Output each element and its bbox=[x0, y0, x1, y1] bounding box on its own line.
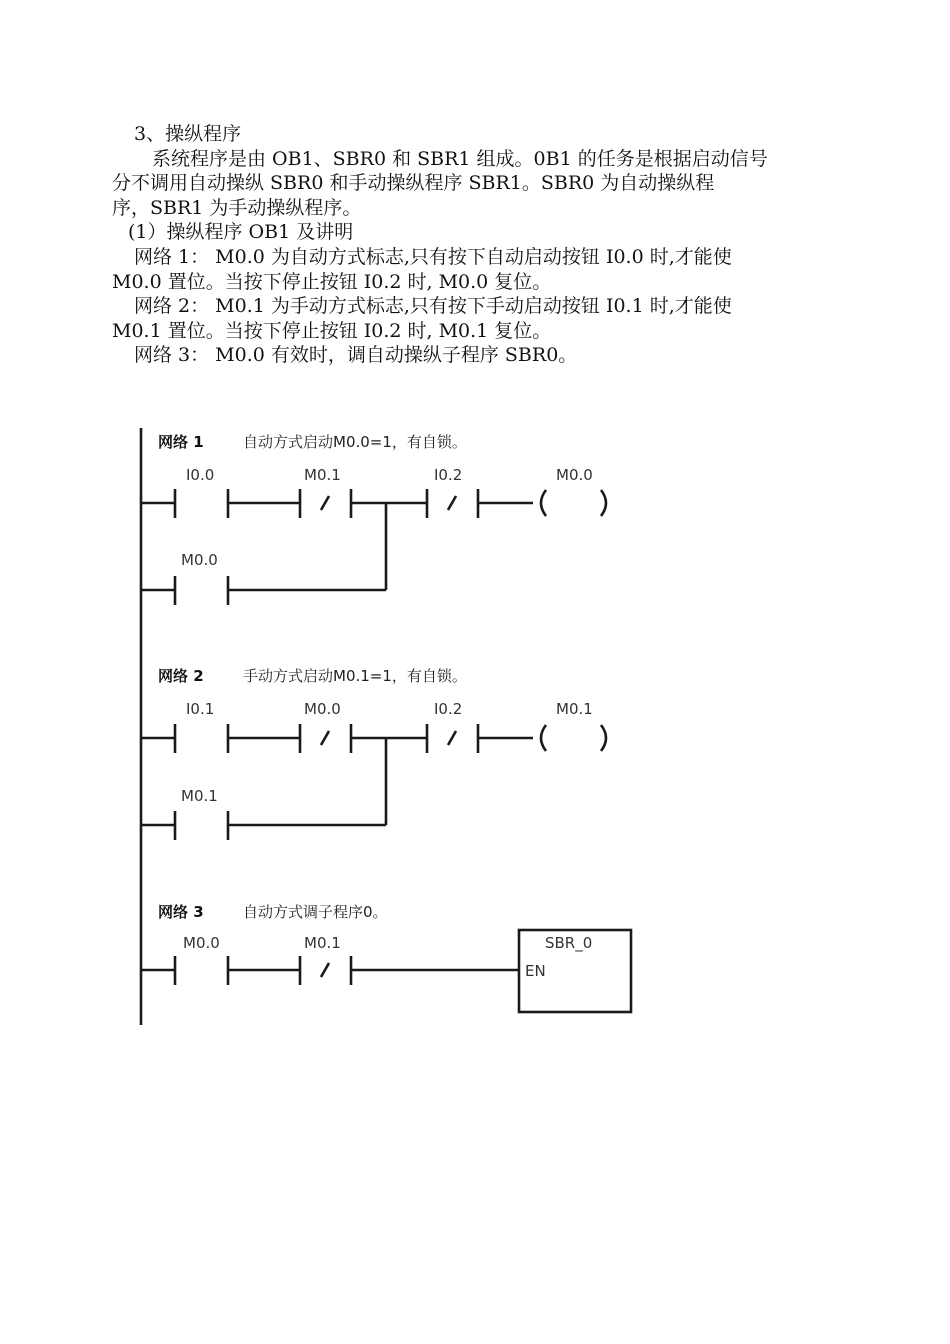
contact-no bbox=[175, 489, 228, 518]
contact-label: M0.1 bbox=[304, 934, 341, 952]
contact-nc bbox=[300, 956, 351, 985]
contact-label: M0.1 bbox=[304, 466, 341, 484]
paragraph-line: 系统程序是由 OB1、SBR0 和 SBR1 组成。0B1 的任务是根据启动信号 bbox=[152, 147, 768, 170]
paragraph-line: 分不调用自动操纵 SBR0 和手动操纵程序 SBR1。SBR0 为自动操纵程 bbox=[112, 172, 715, 195]
contact-nc bbox=[300, 489, 351, 518]
contact-label: M0.0 bbox=[304, 700, 341, 718]
network-title: 网络 1 bbox=[158, 433, 204, 451]
network-comment: 自动方式调子程序0。 bbox=[243, 903, 388, 921]
coil-label: M0.1 bbox=[556, 700, 593, 718]
network-2-description: M0.1 置位。当按下停止按钮 I0.2 时, M0.1 复位。 bbox=[112, 319, 552, 342]
coil-label: M0.0 bbox=[556, 466, 593, 484]
network-comment: 自动方式启动M0.0=1，有自锁。 bbox=[243, 433, 467, 451]
network-1-description: 网络 1： M0.0 为自动方式标志,只有按下自动启动按钮 I0.0 时,才能使 bbox=[134, 245, 732, 268]
contact-no bbox=[175, 724, 228, 753]
contact-label: I0.0 bbox=[186, 466, 215, 484]
contact-nc bbox=[427, 489, 478, 518]
parallel-contact-label: M0.1 bbox=[181, 787, 218, 805]
contact-label: I0.2 bbox=[434, 466, 463, 484]
sub-heading: (1）操纵程序 OB1 及讲明 bbox=[128, 221, 354, 244]
section-heading: 3、操纵程序 bbox=[134, 123, 242, 145]
contact-label: I0.2 bbox=[434, 700, 463, 718]
subroutine-box bbox=[519, 930, 631, 1012]
network-1-description: M0.0 置位。当按下停止按钮 I0.2 时, M0.0 复位。 bbox=[112, 270, 552, 293]
box-title: SBR_0 bbox=[545, 934, 593, 952]
network-3-description: 网络 3： M0.0 有效时，调自动操纵子程序 SBR0。 bbox=[134, 344, 578, 367]
contact-label: I0.1 bbox=[186, 700, 215, 718]
paragraph-line: 序，SBR1 为手动操纵程序。 bbox=[112, 196, 362, 219]
coil bbox=[541, 490, 606, 516]
contact-label: M0.0 bbox=[183, 934, 220, 952]
network-2-description: 网络 2： M0.1 为手动方式标志,只有按下手动启动按钮 I0.1 时,才能使 bbox=[134, 295, 732, 318]
contact-nc bbox=[300, 724, 351, 753]
network-title: 网络 3 bbox=[158, 903, 204, 921]
contact-no bbox=[175, 956, 228, 985]
network-3 bbox=[141, 903, 631, 1012]
box-input: EN bbox=[525, 962, 546, 980]
contact-no bbox=[175, 811, 228, 840]
network-2 bbox=[141, 667, 606, 840]
coil bbox=[541, 725, 606, 751]
contact-no bbox=[175, 576, 228, 605]
parallel-contact-label: M0.0 bbox=[181, 551, 218, 569]
network-title: 网络 2 bbox=[158, 667, 204, 685]
network-1 bbox=[141, 433, 606, 605]
network-comment: 手动方式启动M0.1=1，有自锁。 bbox=[243, 667, 467, 685]
contact-nc bbox=[427, 724, 478, 753]
